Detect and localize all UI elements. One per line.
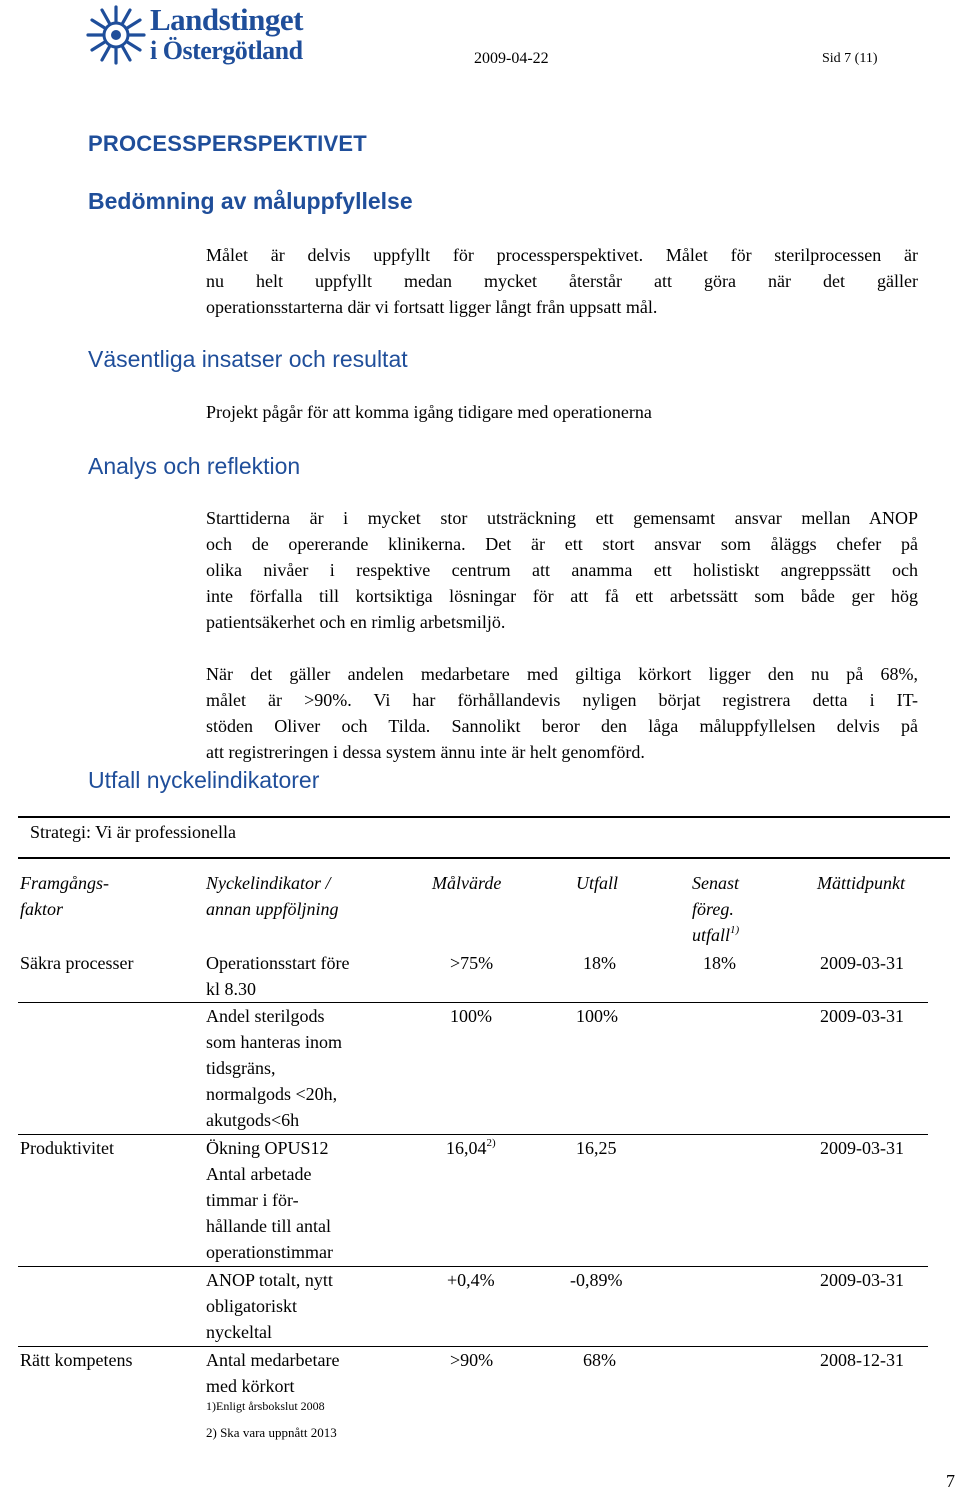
row-outcome: 18% [583,953,616,973]
text-line: att registreringen i dessa system ännu inte är helt genomförd. [206,742,645,762]
indicator-line: Ökning OPUS12 [206,1138,329,1158]
text-line: operationsstarterna där vi fortsatt ligger långt från uppsatt mål. [206,297,658,317]
indicator-line: tidsgräns, [206,1058,276,1078]
footnote-2: 2) Ska vara uppnått 2013 [206,1425,337,1440]
row-outcome: 68% [583,1350,616,1370]
indicator-line: Andel sterilgods [206,1006,325,1026]
column-header-target: Målvärde [432,873,502,893]
kpi-heading: Utfall nyckelindikatorer [88,767,320,793]
top-rule [18,816,950,818]
row-target: +0,4% [447,1270,495,1290]
row-outcome: -0,89% [570,1270,623,1290]
indicator-line: normalgods <20h, [206,1084,338,1104]
text-line: nu helt uppfyllt medan mycket återstår att göra när det gäller [206,271,918,291]
text-line: När det gäller andelen medarbetare med giltiga körkort ligger den nu på 68%, [206,664,918,684]
row-indicator [206,950,349,1002]
target-value: 16,04 [446,1138,487,1158]
assessment-text [206,242,918,320]
strategy-label: Strategi: Vi är professionella [30,822,237,842]
header-line: Senast [692,873,739,893]
assessment-heading: Bedömning av måluppfyllelse [88,188,413,214]
indicator-line: Antal arbetade [206,1164,312,1184]
landstinget-logo [86,4,336,68]
row-indicator [206,1347,339,1399]
logo-text-line2: i Östergötland [150,36,303,65]
column-header-factor [20,870,109,922]
header-line: Framgångs- [20,873,109,893]
row-indicator [206,1135,333,1265]
analysis-paragraph-1 [206,505,918,635]
sun-emblem-icon [86,4,146,66]
row-factor: Säkra processer [20,953,134,973]
row-date: 2008-12-31 [820,1350,904,1370]
header-line: Nyckelindikator / [206,873,331,893]
header-line: faktor [20,899,63,919]
text-line: olika nivåer i respektive centrum att anamma ett holistiskt angreppssätt och [206,560,918,580]
text-line: Starttiderna är i mycket stor utsträckning ett gemensamt ansvar mellan ANOP [206,508,918,528]
efforts-heading: Väsentliga insatser och resultat [88,346,408,372]
row-date: 2009-03-31 [820,953,904,973]
row-factor: Produktivitet [20,1138,114,1158]
header-line: annan uppföljning [206,899,339,919]
indicator-line: hållande till antal [206,1216,331,1236]
text-line: och de opererande klinikerna. Det är ett stort ansvar som åläggs chefer på [206,534,918,554]
row-target [446,1135,496,1164]
indicator-line: nyckeltal [206,1322,272,1342]
text-line: målet är >90%. Vi har förhållandevis nyligen börjat registrera detta i IT- [206,690,918,710]
footnote-1: 1)Enligt årsbokslut 2008 [206,1399,325,1413]
indicator-line: operationstimmar [206,1242,333,1262]
row-outcome: 100% [576,1006,618,1026]
column-header-measure-date: Mättidpunkt [817,873,905,893]
footnote-ref: 1) [730,924,740,936]
indicator-line: obligatoriskt [206,1296,297,1316]
row-factor: Rätt kompetens [20,1350,133,1370]
page-number: 7 [946,1471,955,1491]
footnote-ref: 2) [486,1137,496,1149]
document-date: 2009-04-22 [474,50,549,67]
text-line: inte förfalla till kortsiktiga lösningar för att få ett arbetssätt som både ger hög [206,586,918,606]
row-previous: 18% [703,953,736,973]
indicator-line: som hanteras inom [206,1032,342,1052]
row-target: >75% [450,953,494,973]
efforts-text [206,399,918,425]
row-date: 2009-03-31 [820,1270,904,1290]
text-line: Projekt pågår för att komma igång tidigare med operationerna [206,402,652,422]
column-header-outcome: Utfall [576,873,619,893]
text-line: stöden Oliver och Tilda. Sannolikt beror den låga måluppfyllelsen delvis på [206,716,918,736]
indicator-line: timmar i för- [206,1190,299,1210]
header-line [692,922,739,951]
indicator-line: med körkort [206,1376,295,1396]
column-header-indicator [206,870,339,922]
row-indicator [206,1267,333,1345]
row-date: 2009-03-31 [820,1138,904,1158]
indicator-line: ANOP totalt, nytt [206,1270,333,1290]
page-indicator: Sid 7 (11) [822,51,878,66]
section-title: PROCESSPERSPEKTIVET [88,131,367,156]
indicator-line: Operationsstart före [206,953,350,973]
analysis-paragraph-2 [206,661,918,765]
header-text: utfall [692,925,731,945]
text-line: patientsäkerhet och en rimlig arbetsmiljö. [206,612,506,632]
strategy-rule [18,857,950,859]
column-header-previous [692,870,739,951]
row-indicator [206,1003,342,1133]
text-line: Målet är delvis uppfyllt för processperspektivet. Målet för sterilprocessen är [206,245,918,265]
row-target: 100% [450,1006,492,1026]
row-date: 2009-03-31 [820,1006,904,1026]
row-target: >90% [450,1350,494,1370]
row-outcome: 16,25 [576,1138,617,1158]
logo-text-line1: Landstinget [150,2,303,37]
indicator-line: kl 8.30 [206,979,257,999]
indicator-line: akutgods<6h [206,1110,300,1130]
indicator-line: Antal medarbetare [206,1350,340,1370]
header-line: föreg. [692,899,734,919]
analysis-heading: Analys och reflektion [88,453,301,479]
